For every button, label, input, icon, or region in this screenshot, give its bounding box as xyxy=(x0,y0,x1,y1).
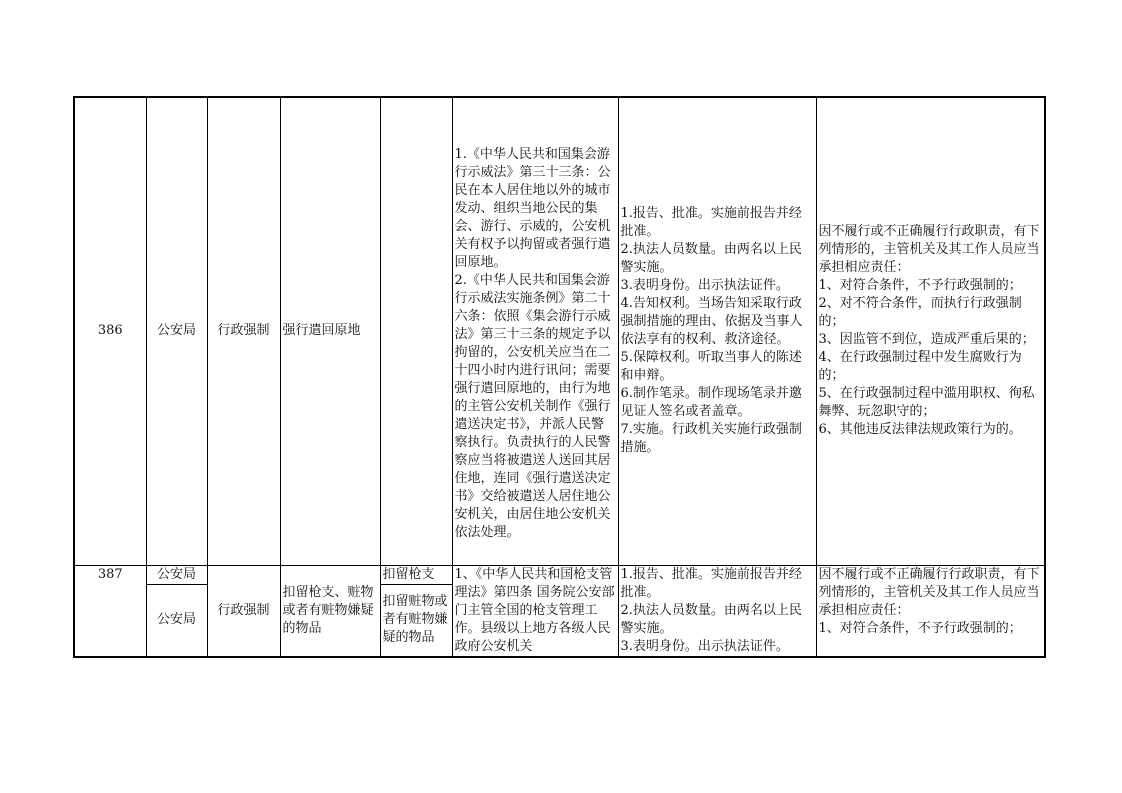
item-name-cell: 扣留枪支、赃物或者有赃物嫌疑的物品 xyxy=(280,565,380,657)
department-cell: 公安局 xyxy=(146,584,207,656)
table-row-387 xyxy=(74,565,1045,584)
table-row-386 xyxy=(74,97,1045,565)
subitem-cell-top: 扣留枪支 xyxy=(380,565,452,584)
power-list-table xyxy=(73,96,1046,658)
procedure-cell: 1.报告、批准。实施前报告并经批准。 2.执法人员数量。由两名以上民警实施。 3.表明身份。出示执法证件。 xyxy=(618,565,816,657)
subitem-cell xyxy=(380,97,452,565)
department-cell-top: 公安局 xyxy=(146,565,207,584)
category-cell: 行政强制 xyxy=(207,97,280,565)
subitem-cell: 扣留赃物或者有赃物嫌疑的物品 xyxy=(380,584,452,656)
legal-basis-cell xyxy=(452,97,618,565)
procedure-cell: 1.报告、批准。实施前报告并经批准。 2.执法人员数量。由两名以上民警实施。 3.表明身份。出示执法证件。 4.告知权利。当场告知采取行政强制措施的理由、依据及当事人依法享有的权利、救济途径。 5.保障权利。听取当事人的陈述和申辩。 6.制作笔录。制作现场笔录并邀见证人签名或者盖章。 7.实施。行政机关实施行政强制措施。 xyxy=(618,97,816,565)
department-cell: 公安局 xyxy=(146,97,207,565)
row-number: 386 xyxy=(74,97,146,565)
row-number: 387 xyxy=(74,565,146,657)
category-cell: 行政强制 xyxy=(207,565,280,657)
legal-basis-text: 1.《中华人民共和国集会游行示威法》第三十三条：公民在本人居住地以外的城市发动、组织当地公民的集会、游行、示威的，公安机关有权予以拘留或者强行遣回原地。 2.《中华人民共和国集会游行示威法实施条例》第二十六条：依照《集会游行示威法》第三十三条的规定予以拘留的，公安机关应当在二十四小时内进行讯问；需要强行遣回原地的，由行为地的主管公安机关制作《强行遣送决定书》，并派人民警察执行。负责执行的人民警察应当将被遣送人送回其居住地，连同《强行遣送决定书》交给被遣送人居住地公安机关，由居住地公安机关依法处理。 xyxy=(454,147,611,541)
liability-cell: 因不履行或不正确履行行政职责，有下列情形的，主管机关及其工作人员应当承担相应责任： 1、对符合条件，不予行政强制的； xyxy=(816,565,1045,657)
liability-cell: 因不履行或不正确履行行政职责，有下列情形的，主管机关及其工作人员应当承担相应责任： 1、对符合条件，不予行政强制的； 2、对不符合条件，而执行行政强制的； 3、因监管不到位，造成严重后果的； 4、在行政强制过程中发生腐败行为的； 5、在行政强制过程中滥用职权、徇私舞弊、玩忽职守的； 6、其他违反法律法规政策行为的。 xyxy=(816,97,1045,565)
item-name-cell: 强行遣回原地 xyxy=(280,97,380,565)
legal-basis-cell: 1、《中华人民共和国枪支管理法》第四条 国务院公安部门主管全国的枪支管理工作。县级以上地方各级人民政府公安机关 xyxy=(452,565,618,657)
